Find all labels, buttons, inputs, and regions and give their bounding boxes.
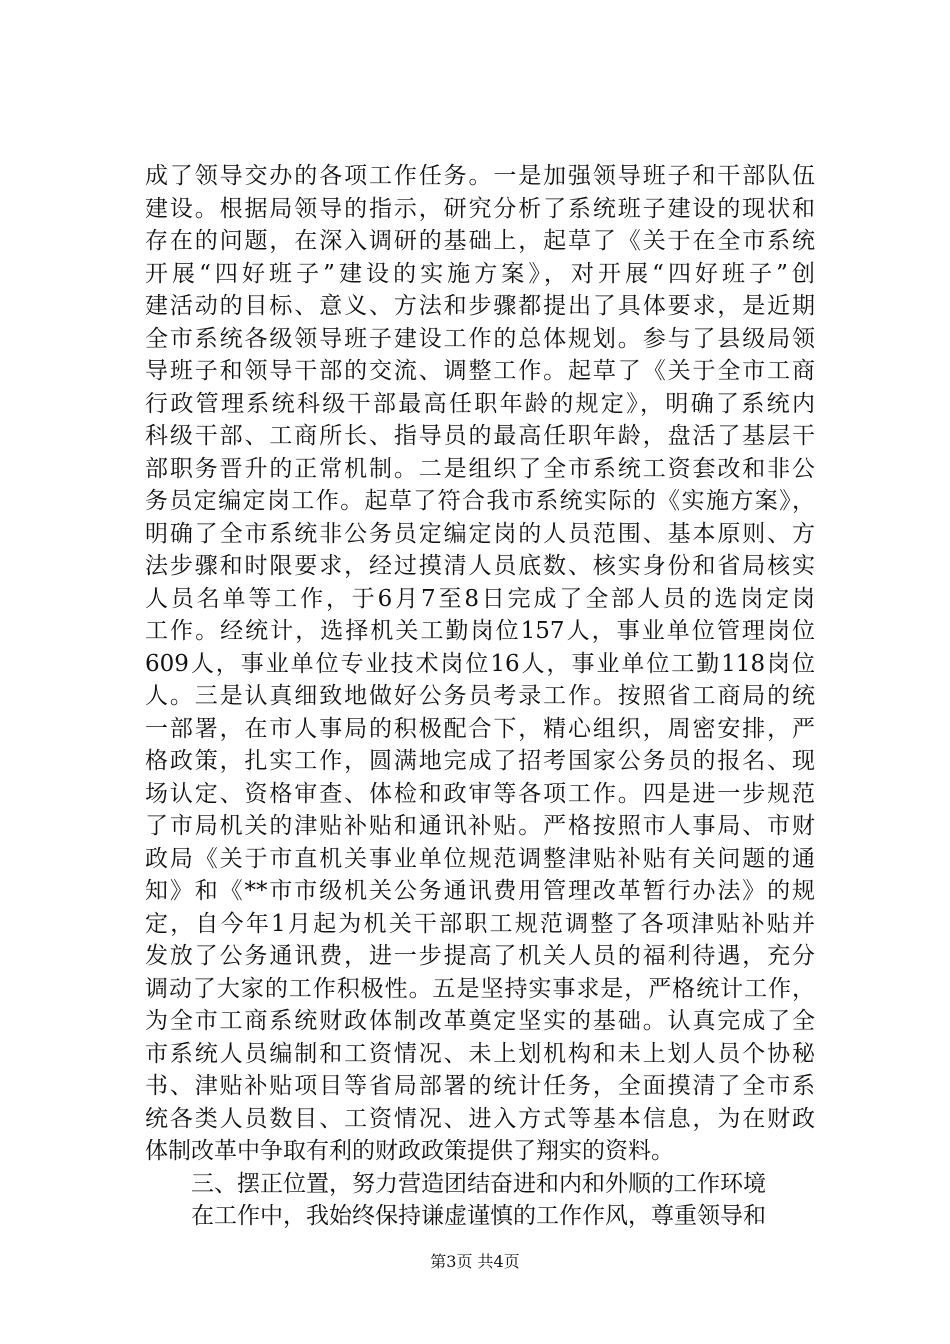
text-line: 存在的问题，在深入调研的基础上，起草了《关于在全市系统 bbox=[145, 228, 815, 254]
paragraph-start: 在工作中，我始终保持谦虚谨慎的工作作风，尊重领导和 bbox=[191, 1203, 766, 1229]
text-line: 统各类人员数目、工资情况、进入方式等基本信息，为在财政 bbox=[145, 1105, 815, 1132]
text-line: 政局《关于市直机关事业单位规范调整津贴补贴有关问题的通 bbox=[145, 845, 815, 872]
text-line: 体制改革中争取有利的财政政策提供了翔实的资料。 bbox=[145, 1138, 674, 1164]
text-line: 市系统人员编制和工资情况、未上划机构和未上划人员个协秘 bbox=[145, 1040, 815, 1067]
text-line: 成了领导交办的各项工作任务。一是加强领导班子和干部队伍 bbox=[145, 163, 815, 189]
text-line: 格政策，扎实工作，圆满地完成了招考国家公务员的报名、现 bbox=[145, 748, 815, 774]
text-line: 法步骤和时限要求，经过摸清人员底数、核实身份和省局核实 bbox=[145, 553, 815, 579]
text-line: 工作。经统计，选择机关工勤岗位157人，事业单位管理岗位 bbox=[145, 618, 815, 644]
text-line: 定，自今年1月起为机关干部职工规范调整了各项津贴补贴并 bbox=[145, 910, 815, 937]
text-line: 建设。根据局领导的指示，研究分析了系统班子建设的现状和 bbox=[145, 195, 815, 222]
page-number-footer: 第3页 共4页 bbox=[430, 1252, 520, 1271]
text-line: 了市局机关的津贴补贴和通讯补贴。严格按照市人事局、市财 bbox=[145, 813, 815, 839]
text-line: 发放了公务通讯费，进一步提高了机关人员的福利待遇，充分 bbox=[145, 943, 815, 969]
text-line: 场认定、资格审查、体检和政审等各项工作。四是进一步规范 bbox=[145, 780, 815, 807]
text-line: 书、津贴补贴项目等省局部署的统计任务，全面摸清了全市系 bbox=[145, 1073, 815, 1099]
text-line: 一部署，在市人事局的积极配合下，精心组织，周密安排，严 bbox=[145, 715, 815, 742]
text-line: 人员名单等工作，于6月7至8日完成了全部人员的选岗定岗 bbox=[145, 585, 815, 612]
text-line: 人。三是认真细致地做好公务员考录工作。按照省工商局的统 bbox=[145, 683, 815, 709]
text-line: 609人，事业单位专业技术岗位16人，事业单位工勤118岗位 bbox=[145, 650, 815, 677]
text-line: 知》和《**市市级机关公务通讯费用管理改革暂行办法》的规 bbox=[145, 878, 815, 904]
text-line: 为全市工商系统财政体制改革奠定坚实的基础。认真完成了全 bbox=[145, 1008, 815, 1034]
text-line: 务员定编定岗工作。起草了符合我市系统实际的《实施方案》， bbox=[145, 488, 815, 514]
text-line: 明确了全市系统非公务员定编定岗的人员范围、基本原则、方 bbox=[145, 520, 815, 547]
text-line: 建活动的目标、意义、方法和步骤都提出了具体要求，是近期 bbox=[145, 293, 815, 319]
text-line: 部职务晋升的正常机制。二是组织了全市系统工资套改和非公 bbox=[145, 455, 815, 482]
text-line: 行政管理系统科级干部最高任职年龄的规定》，明确了系统内 bbox=[145, 390, 815, 417]
text-line: 导班子和领导干部的交流、调整工作。起草了《关于全市工商 bbox=[145, 358, 815, 384]
text-line: 全市系统各级领导班子建设工作的总体规划。参与了县级局领 bbox=[145, 325, 815, 352]
body-text bbox=[145, 160, 815, 1233]
text-line: 科级干部、工商所长、指导员的最高任职年龄，盘活了基层干 bbox=[145, 423, 815, 449]
text-line: 调动了大家的工作积极性。五是坚持实事求是，严格统计工作， bbox=[145, 975, 815, 1002]
section-heading: 三、摆正位置，努力营造团结奋进和内和外顺的工作环境 bbox=[191, 1170, 766, 1197]
text-line: 开展“四好班子”建设的实施方案》，对开展“四好班子”创 bbox=[145, 260, 815, 287]
